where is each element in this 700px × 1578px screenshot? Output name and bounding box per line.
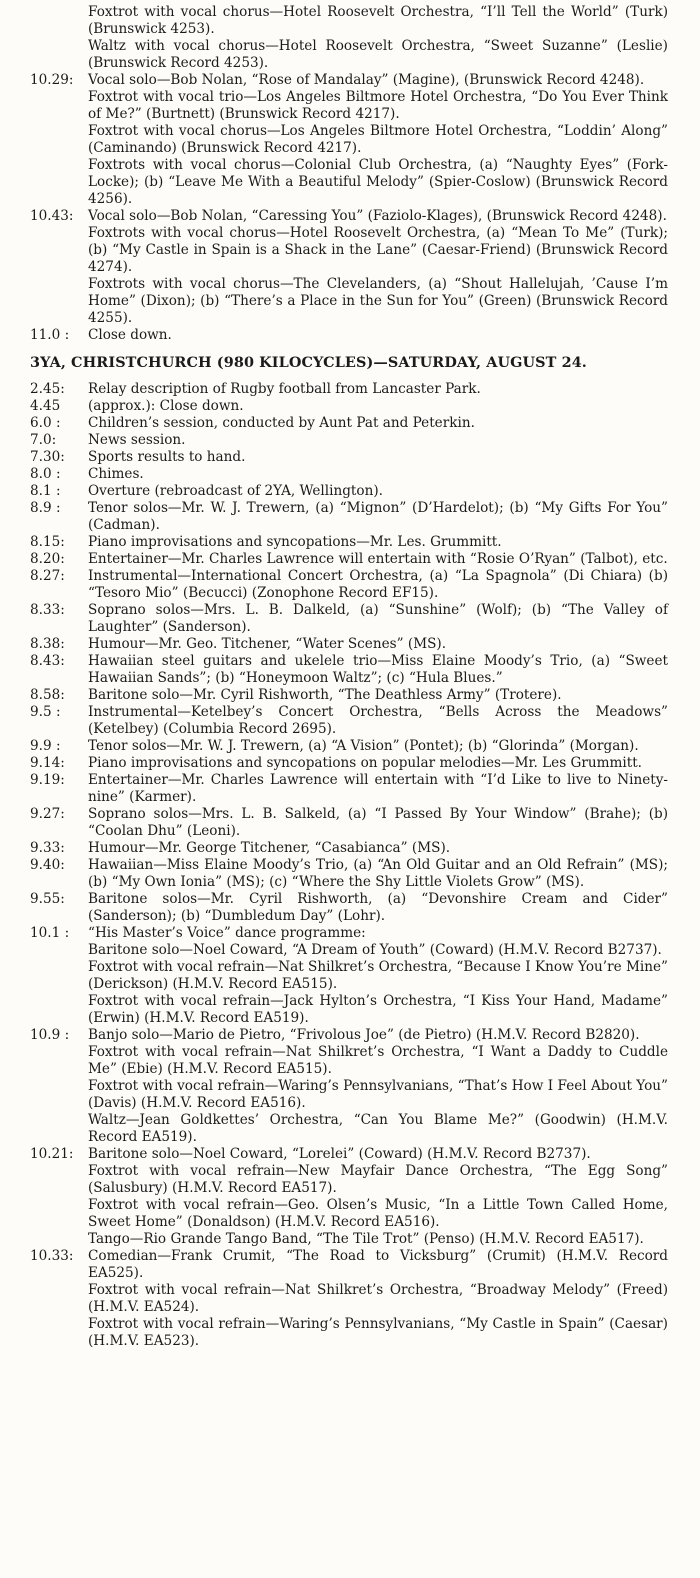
entry-time: 9.5 : [30, 704, 61, 720]
programme-entry [30, 1316, 668, 1350]
entry-text: “His Master’s Voice” dance programme: [88, 925, 366, 941]
entry-text: Foxtrot with vocal refrain—New Mayfair Dance Orchestra, “The Egg Song” (Salusbury) (H.M.V. Record EA517). [88, 1163, 668, 1196]
entry-text: Foxtrot with vocal refrain—Nat Shilkret’s Orchestra, “I Want a Daddy to Cuddle Me” (Ebie) (H.M.V. Record EA515). [88, 1044, 668, 1077]
programme-entry [30, 942, 668, 959]
entry-text: Foxtrot with vocal refrain—Nat Shilkret’s Orchestra, “Broadway Melody” (Freed) (H.M.V. EA524). [88, 1282, 668, 1315]
entry-text: Foxtrots with vocal chorus—Colonial Club Orchestra, (a) “Naughty Eyes” (Fork-Locke); (b) “Leave Me With a Beautiful Melody” (Spier-Coslow) (Brunswick Record 4256). [88, 157, 668, 207]
entry-text: Tenor solos—Mr. W. J. Trewern, (a) “A Vision” (Pontet); (b) “Glorinda” (Morgan). [88, 738, 639, 754]
entry-text: Foxtrot with vocal chorus—Hotel Roosevelt Orchestra, “I’ll Tell the World” (Turk) (Brunswick 4253). [88, 4, 668, 37]
programme-entry [30, 1112, 668, 1146]
programme-entry [30, 602, 668, 636]
entry-text: Humour—Mr. Geo. Titchener, “Water Scenes” (MS). [88, 636, 447, 652]
previous-station-listings [30, 4, 668, 344]
entry-text: Foxtrot with vocal refrain—Waring’s Pennsylvanians, “My Castle in Spain” (Caesar) (H.M.V. EA523). [88, 1316, 668, 1349]
entry-text: Vocal solo—Bob Nolan, “Rose of Mandalay” (Magine), (Brunswick Record 4248). [88, 72, 645, 88]
programme-entry [30, 1197, 668, 1231]
programme-entry [30, 432, 668, 449]
programme-entry [30, 925, 668, 942]
entry-text: Piano improvisations and syncopations on popular melodies—Mr. Les Grummitt. [88, 755, 643, 771]
programme-entry [30, 1282, 668, 1316]
programme-entry [30, 72, 668, 89]
programme-entry [30, 415, 668, 432]
entry-text: Relay description of Rugby football from Lancaster Park. [88, 381, 481, 397]
entry-text: Foxtrot with vocal chorus—Los Angeles Biltmore Hotel Orchestra, “Loddin’ Along” (Caminando) (Brunswick Record 4217). [88, 123, 668, 156]
entry-text: Foxtrots with vocal chorus—Hotel Roosevelt Orchestra, (a) “Mean To Me” (Turk); (b) “My Castle in Spain is a Shack in the Lane” (Caesar-Friend) (Brunswick Record 4274). [88, 225, 668, 275]
programme-entry [30, 4, 668, 38]
entry-text: Baritone solo—Mr. Cyril Rishworth, “The Deathless Army” (Trotere). [88, 687, 562, 703]
entry-text: Foxtrot with vocal refrain—Nat Shilkret’s Orchestra, “Because I Know You’re Mine” (Derickson) (H.M.V. Record EA515). [88, 959, 668, 992]
entry-text: Baritone solos—Mr. Cyril Rishworth, (a) “Devonshire Cream and Cider” (Sanderson); (b) “Dumbledum Day” (Lohr). [88, 891, 668, 924]
programme-entry [30, 772, 668, 806]
programme-entry [30, 1163, 668, 1197]
programme-entry [30, 89, 668, 123]
entry-time: 9.27: [30, 806, 65, 822]
programme-entry [30, 1044, 668, 1078]
entry-time: 9.40: [30, 857, 65, 873]
entry-time: 10.21: [30, 1146, 74, 1162]
entry-time: 8.15: [30, 534, 65, 550]
entry-time: 2.45: [30, 381, 65, 397]
entry-time: 8.33: [30, 602, 65, 618]
programme-entry [30, 398, 668, 415]
entry-text: Foxtrot with vocal refrain—Geo. Olsen’s Music, “In a Little Town Called Home, Sweet Home” (Donaldson) (H.M.V. Record EA516). [88, 1197, 668, 1230]
entry-text: Instrumental—Ketelbey’s Concert Orchestra, “Bells Across the Meadows” (Ketelbey) (Columbia Record 2695). [88, 704, 668, 737]
programme-entry [30, 225, 668, 276]
entry-text: Hawaiian—Miss Elaine Moody’s Trio, (a) “An Old Guitar and an Old Refrain” (MS); (b) “My Own Ionia” (MS); (c) “Where the Shy Little Violets Grow” (MS). [88, 857, 668, 890]
programme-entry [30, 959, 668, 993]
entry-time: 6.0 : [30, 415, 61, 431]
programme-entry [30, 755, 668, 772]
entry-text: Children’s session, conducted by Aunt Pat and Peterkin. [88, 415, 475, 431]
entry-text: Close down. [88, 327, 172, 343]
programme-entry [30, 636, 668, 653]
programme-entry [30, 1027, 668, 1044]
entry-text: Piano improvisations and syncopations—Mr. Les. Grummitt. [88, 534, 502, 550]
entry-text: Soprano solos—Mrs. L. B. Dalkeld, (a) “Sunshine” (Wolf); (b) “The Valley of Laughter” (Sanderson). [88, 602, 668, 635]
entry-time: 4.45 [30, 398, 61, 414]
programme-entry [30, 157, 668, 208]
programme-entry [30, 276, 668, 327]
programme-entry [30, 993, 668, 1027]
entry-time: 8.0 : [30, 466, 61, 482]
programme-entry [30, 208, 668, 225]
entry-time: 8.1 : [30, 483, 61, 499]
entry-time: 8.27: [30, 568, 65, 584]
entry-text: Vocal solo—Bob Nolan, “Caressing You” (Faziolo-Klages), (Brunswick Record 4248). [88, 208, 667, 224]
entry-text: Foxtrot with vocal refrain—Jack Hylton’s Orchestra, “I Kiss Your Hand, Madame” (Erwin) (H.M.V. Record EA519). [88, 993, 668, 1026]
programme-entry [30, 653, 668, 687]
programme-entry [30, 687, 668, 704]
entry-time: 9.19: [30, 772, 65, 788]
programme-entry [30, 381, 668, 398]
programme-entry [30, 1146, 668, 1163]
entry-text: Comedian—Frank Crumit, “The Road to Vicksburg” (Crumit) (H.M.V. Record EA525). [88, 1248, 668, 1281]
programme-entry [30, 840, 668, 857]
entry-time: 8.58: [30, 687, 65, 703]
programme-entry [30, 534, 668, 551]
entry-text: Soprano solos—Mrs. L. B. Salkeld, (a) “I Passed By Your Window” (Brahe); (b) “Coolan Dhu” (Leoni). [88, 806, 668, 839]
entry-time: 8.38: [30, 636, 65, 652]
entry-text: Waltz—Jean Goldkettes’ Orchestra, “Can You Blame Me?” (Goodwin) (H.M.V. Record EA519). [88, 1112, 668, 1145]
entry-time: 9.9 : [30, 738, 61, 754]
entry-time: 10.43: [30, 208, 74, 224]
section-title: 3YA, CHRISTCHURCH (980 KILOCYCLES)—SATURDAY, AUGUST 24. [30, 354, 587, 371]
station-3ya-listings [30, 381, 668, 1350]
programme-entry [30, 483, 668, 500]
programme-entry [30, 806, 668, 840]
programme-entry [30, 857, 668, 891]
entry-text: Sports results to hand. [88, 449, 246, 465]
entry-text: Foxtrots with vocal chorus—The Clevelanders, (a) “Shout Hallelujah, ’Cause I’m Home” (Dixon); (b) “There’s a Place in the Sun for You” (Green) (Brunswick Record 4255). [88, 276, 668, 326]
programme-entry [30, 738, 668, 755]
entry-text: Hawaiian steel guitars and ukelele trio—Miss Elaine Moody’s Trio, (a) “Sweet Hawaiian Sands”; (b) “Honeymoon Waltz”; (c) “Hula Blues.” [88, 653, 668, 686]
entry-text: Waltz with vocal chorus—Hotel Roosevelt Orchestra, “Sweet Suzanne” (Leslie) (Brunswick Record 4253). [88, 38, 668, 71]
programme-entry [30, 123, 668, 157]
programme-entry [30, 449, 668, 466]
programme-entry [30, 551, 668, 568]
entry-time: 11.0 : [30, 327, 70, 343]
entry-text: Tango—Rio Grande Tango Band, “The Tile Trot” (Penso) (H.M.V. Record EA517). [88, 1231, 644, 1247]
entry-text: Foxtrot with vocal trio—Los Angeles Biltmore Hotel Orchestra, “Do You Ever Think of Me?” (Burtnett) (Brunswick Record 4217). [88, 89, 668, 122]
entry-text: Banjo solo—Mario de Pietro, “Frivolous Joe” (de Pietro) (H.M.V. Record B2820). [88, 1027, 640, 1043]
entry-time: 10.29: [30, 72, 74, 88]
entry-text: Tenor solos—Mr. W. J. Trewern, (a) “Mignon” (D’Hardelot); (b) “My Gifts For You” (Cadman). [88, 500, 668, 533]
entry-time: 9.55: [30, 891, 65, 907]
programme-entry [30, 891, 668, 925]
programme-entry [30, 1248, 668, 1282]
entry-text: Baritone solo—Noel Coward, “Lorelei” (Coward) (H.M.V. Record B2737). [88, 1146, 591, 1162]
entry-time: 7.30: [30, 449, 65, 465]
entry-time: 10.33: [30, 1248, 74, 1264]
entry-text: Foxtrot with vocal refrain—Waring’s Pennsylvanians, “That’s How I Feel About You” (Davis) (H.M.V. Record EA516). [88, 1078, 668, 1111]
entry-time: 10.1 : [30, 925, 70, 941]
programme-entry [30, 500, 668, 534]
entry-text: Humour—Mr. George Titchener, “Casabianca” (MS). [88, 840, 451, 856]
programme-entry [30, 568, 668, 602]
programme-entry [30, 327, 668, 344]
programme-entry [30, 466, 668, 483]
entry-time: 8.9 : [30, 500, 61, 516]
entry-time: 8.43: [30, 653, 65, 669]
programme-entry [30, 1231, 668, 1248]
programme-entry [30, 38, 668, 72]
entry-text: Baritone solo—Noel Coward, “A Dream of Youth” (Coward) (H.M.V. Record B2737). [88, 942, 662, 958]
entry-time: 7.0: [30, 432, 57, 448]
entry-time: 9.33: [30, 840, 65, 856]
entry-text: News session. [88, 432, 186, 448]
programme-entry [30, 1078, 668, 1112]
entry-text: Entertainer—Mr. Charles Lawrence will entertain with “I’d Like to live to Ninety-nine” (Karmer). [88, 772, 668, 805]
entry-text: Overture (rebroadcast of 2YA, Wellington). [88, 483, 383, 499]
entry-text: (approx.): Close down. [88, 398, 244, 414]
entry-time: 8.20: [30, 551, 65, 567]
entry-time: 9.14: [30, 755, 65, 771]
entry-time: 10.9 : [30, 1027, 70, 1043]
programme-entry [30, 704, 668, 738]
entry-text: Entertainer—Mr. Charles Lawrence will entertain with “Rosie O’Ryan” (Talbot), etc. [88, 551, 668, 567]
entry-text: Chimes. [88, 466, 144, 482]
entry-text: Instrumental—International Concert Orchestra, (a) “La Spagnola” (Di Chiara) (b) “Tesoro Mio” (Becucci) (Zonophone Record EF15). [88, 568, 668, 601]
